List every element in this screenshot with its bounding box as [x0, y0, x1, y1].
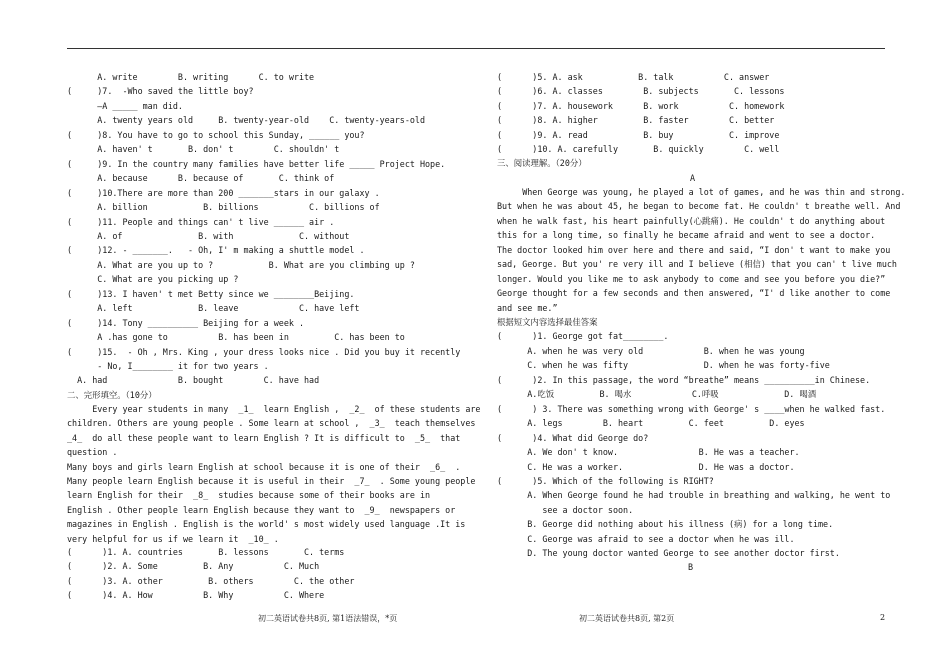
passage-a-line: this for a long time, so finally he became afraid and went to see a doctor.	[497, 230, 876, 241]
left-column-line: A. twenty years old B. twenty-year-old C. twenty-years-old	[67, 115, 425, 126]
left-column-line: ( )11. People and things can' t live ______ air .	[67, 216, 335, 227]
left-column-line: ( )15. - Oh , Mrs. King , your dress looks nice . Did you buy it recently	[67, 346, 461, 357]
cloze-passage-line: very helpful for us if we learn it _10_ .	[67, 533, 279, 544]
passage-a-line: when he walk fast, his heart painfully(心跳痛). He couldn' t do anything about	[497, 215, 886, 226]
cloze-passage-line: _4_ do all these people want to learn English ? It is difficult to _5_ that	[67, 432, 461, 443]
questions-line: A. When George found he had trouble in breathing and walking, he went to	[497, 490, 891, 501]
right-options-line: ( )8. A. higher B. faster C. better	[497, 115, 775, 126]
cloze-passage-line: question .	[67, 447, 118, 458]
left-column-line: A. because B. because of C. think of	[67, 173, 335, 184]
left-column-line: - No, I________ it for two years .	[67, 361, 269, 371]
passage-a-line: longer. Would you like me to ask anybody to come and see you before you die?”	[497, 273, 886, 284]
passage-a-line: and see me.”	[497, 302, 558, 313]
left-column-line: A. What are you up to ? B. What are you climbing up ?	[67, 259, 415, 270]
questions-line: C. George was afraid to see a doctor when he was ill.	[497, 533, 795, 544]
questions-line: C. when he was fifty D. when he was forty-five	[497, 360, 830, 371]
left-column-line: ( )7. -Who saved the little boy?	[67, 86, 254, 97]
left-column-line: A .has gone to B. has been in C. has been to	[67, 332, 405, 343]
questions-line: A. We don' t know. B. He was a teacher.	[497, 447, 800, 458]
cloze-passage-line: learn English for their _8_ studies because some of their books are in	[67, 490, 431, 501]
left-options-line: ( )4. A. How B. Why C. Where	[67, 590, 325, 601]
questions-line: D. The young doctor wanted George to see another doctor first.	[497, 548, 840, 559]
passage-a-line: sad, George. But you' re very ill and I believe (相信) that you can' t live much	[497, 259, 897, 270]
questions-line: 根据短文内容选择最佳答案	[497, 317, 598, 327]
left-column-line: —A _____ man did.	[67, 100, 183, 111]
left-column-line: A. billion B. billions C. billions of	[67, 202, 380, 213]
right-options-line: ( )10. A. carefully B. quickly C. well	[497, 144, 780, 154]
passage-a-label: A	[690, 173, 696, 183]
questions-line: ( ) 3. There was something wrong with George' s ____when he walked fast.	[497, 403, 886, 414]
passage-a-line: But when he was about 45, he began to become fat. He couldn' t breathe well. And	[497, 201, 901, 212]
right-options-line: ( )6. A. classes B. subjects C. lessons	[497, 86, 785, 97]
questions-line: A. when he was very old B. when he was young	[497, 345, 805, 356]
left-column-line: ( )9. In the country many families have better life _____ Project Hope.	[67, 158, 446, 169]
left-column-line: C. What are you picking up ?	[67, 274, 239, 285]
cloze-passage-line: Every year students in many _1_ learn English , _2_ of these students are	[67, 404, 481, 414]
cloze-passage-line: Many boys and girls learn English at school because it is one of their _6_ .	[67, 461, 461, 472]
left-column-line: A. had B. bought C. have had	[67, 375, 320, 386]
passage-a-line: George thought for a few seconds and then answered, “I' d like another to come	[497, 288, 891, 299]
passage-a-line: The doctor looked him over here and there and said, “I don' t want to make you	[497, 244, 891, 255]
questions-line: A. legs B. heart C. feet D. eyes	[497, 418, 805, 429]
questions-line: A.吃饭 B. 喝水 C.呼吸 D. 喝酒	[497, 389, 817, 400]
questions-line: ( )1. George got fat________.	[497, 331, 669, 342]
left-options-line: ( )2. A. Some B. Any C. Much	[67, 561, 320, 572]
passage-b-label: B	[688, 562, 694, 572]
questions-line: B. George did nothing about his illness (病) for a long time.	[497, 519, 834, 530]
left-column-line: A. haven' t B. don' t C. shouldn' t	[67, 144, 340, 155]
header-rule	[67, 48, 885, 49]
left-column-line: ( )13. I haven' t met Betty since we ________Beijing.	[67, 288, 355, 299]
left-column-line: ( )10.There are more than 200 _______stars in our galaxy .	[67, 187, 380, 198]
page-number: 2	[880, 613, 886, 622]
passage-a-line: When George was young, he played a lot of games, and he was thin and strong.	[497, 187, 906, 197]
questions-line: see a doctor soon.	[497, 504, 634, 515]
left-column-line: ( )8. You have to go to school this Sunday, ______ you?	[67, 129, 365, 140]
cloze-passage-line: Many people learn English because it is useful in their _7_ . Some young people	[67, 476, 476, 486]
questions-line: ( )2. In this passage, the word “breathe” means __________in Chinese.	[497, 374, 871, 385]
left-column-line: A. of B. with C. without	[67, 230, 350, 241]
questions-line: C. He was a worker. D. He was a doctor.	[497, 461, 795, 472]
cloze-passage-line: English . Other people learn English because they want to _9_ newspapers or	[67, 504, 456, 515]
left-column-line: A. write B. writing C. to write	[67, 72, 315, 82]
left-column-line: 二、完形填空。（10分）	[67, 389, 157, 400]
questions-line: ( )5. Which of the following is RIGHT?	[497, 475, 714, 486]
left-column-line: ( )14. Tony __________ Beijing for a week .	[67, 317, 304, 328]
cloze-passage-line: magazines in English . English is the world' s most widely used language .It is	[67, 519, 466, 530]
left-options-line: ( )1. A. countries B. lessons C. terms	[67, 547, 345, 557]
left-column-line: ( )12. - _______. - Oh, I' m making a shuttle model .	[67, 245, 365, 256]
footer-left: 初二英语试卷共8页, 第1语法错误，*页	[258, 614, 398, 623]
reading-heading: 三、阅读理解。（20分）	[497, 158, 587, 168]
footer-right: 初二英语试卷共8页, 第2页	[579, 614, 675, 623]
cloze-passage-line: children. Others are young people . Some learn at school , _3_ teach themselves	[67, 418, 476, 429]
left-options-line: ( )3. A. other B. others C. the other	[67, 575, 355, 586]
right-options-line: ( )5. A. ask B. talk C. answer	[497, 72, 770, 82]
right-options-line: ( )7. A. housework B. work C. homework	[497, 100, 785, 111]
right-options-line: ( )9. A. read B. buy C. improve	[497, 129, 780, 140]
questions-line: ( )4. What did George do?	[497, 432, 649, 443]
left-column-line: A. left B. leave C. have left	[67, 303, 360, 314]
